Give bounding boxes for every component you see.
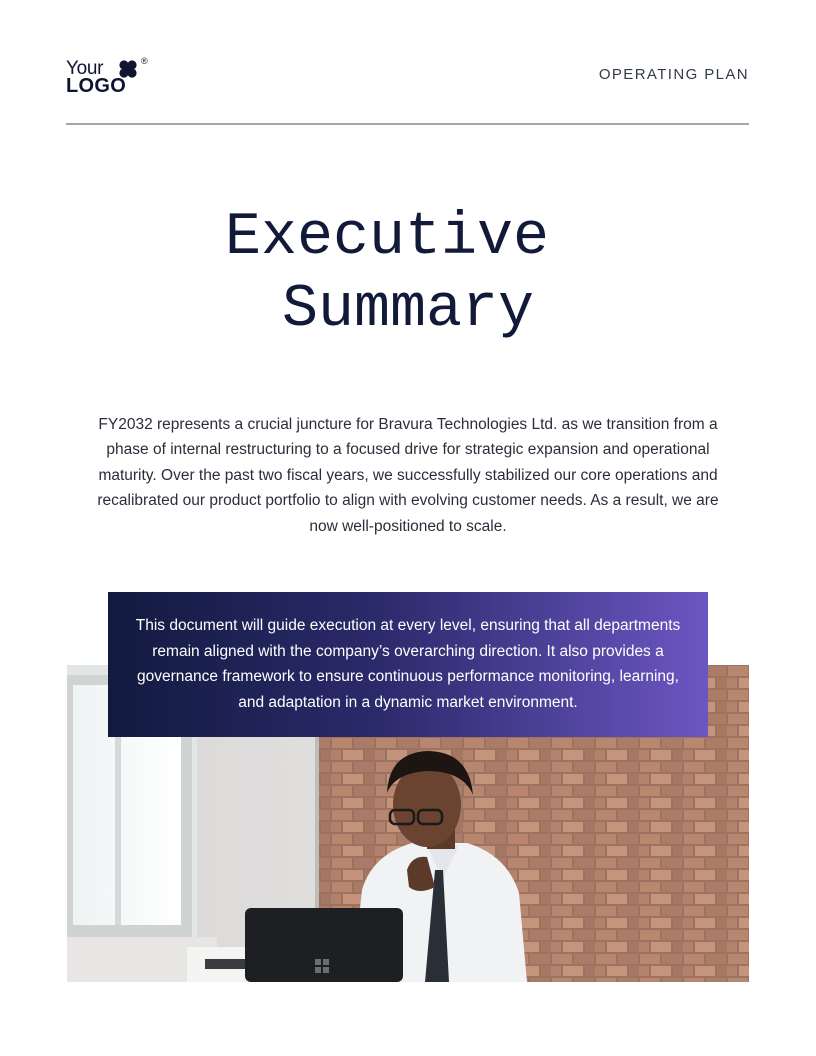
page-title (0, 202, 816, 346)
header-divider (66, 123, 749, 125)
title-line-2: Summary (281, 276, 535, 344)
logo-bottom-text: LOGO (66, 75, 127, 97)
registered-mark: ® (141, 56, 148, 66)
document-type-label: OPERATING PLAN (598, 66, 749, 83)
callout-box (108, 592, 708, 737)
intro-paragraph: FY2032 represents a crucial juncture for Bravura Technologies Ltd. as we transition from a phase of internal restructuring to a focused drive for strategic expansion and operational maturity. Over the past two fiscal years, we successfully stabilized our core operations and recalibrated our product portfolio to align with evolving customer needs. As a result, we are now well-positioned to scale. (97, 416, 719, 535)
company-logo (66, 58, 156, 98)
callout-text: This document will guide execution at every level, ensuring that all departments remain aligned with the company’s overarching direction. It also provides a governance framework to ensure continuous performance monitoring, learning, and adaptation in a dynamic market environment. (135, 617, 681, 711)
title-line-1: Executive (224, 204, 550, 272)
logo-top-text: Your (66, 58, 104, 79)
